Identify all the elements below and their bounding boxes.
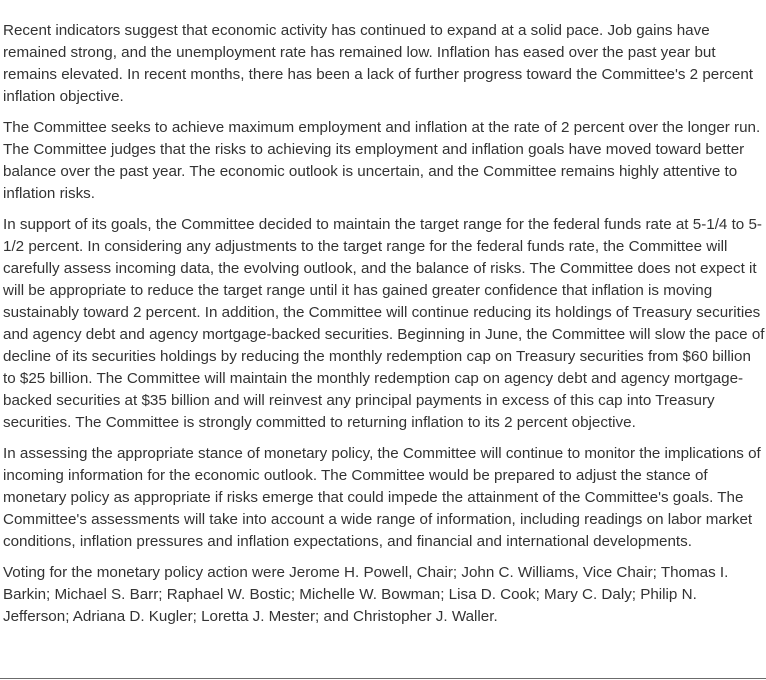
paragraph-voting-members: Voting for the monetary policy action were Jerome H. Powell, Chair; John C. Williams, Vice Chair; Thomas I. Barkin; Michael S. Barr; Raphael W. Bostic; Michelle W. Bowman; Lisa D. Cook; Mary C. Daly; Philip N. Jefferson; Adriana D. Kugler; Loretta J. Mester; and Christopher J. Waller. [3, 564, 729, 625]
paragraph-policy-stance: In assessing the appropriate stance of monetary policy, the Committee will continue to monitor the implications of incoming information for the economic outlook. The Committee would be prepared to adjust the stance of monetary policy as appropriate if risks emerge that could impede the attainment of the Committee's goals. The Committee's assessments will take into account a wide range of information, including readings on labor market conditions, inflation pressures and inflation expectations, and financial and international developments. [3, 445, 761, 550]
paragraph-committee-goals: The Committee seeks to achieve maximum employment and inflation at the rate of 2 percent over the longer run. The Committee judges that the risks to achieving its employment and inflation goals have moved toward better balance over the past year. The economic outlook is uncertain, and the Committee remains highly attentive to inflation risks. [3, 119, 761, 202]
bottom-divider [0, 678, 766, 679]
paragraph-policy-decision: In support of its goals, the Committee decided to maintain the target range for the federal funds rate at 5-1/4 to 5-1/2 percent. In considering any adjustments to the target range for the federal funds rate, the Committee will carefully assess incoming data, the evolving outlook, and the balance of risks. The Committee does not expect it will be appropriate to reduce the target range until it has gained greater confidence that inflation is moving sustainably toward 2 percent. In addition, the Committee will continue reducing its holdings of Treasury securities and agency debt and agency mortgage-backed securities. Beginning in June, the Committee will slow the pace of decline of its securities holdings by reducing the monthly redemption cap on Treasury securities from $60 billion to $25 billion. The Committee will maintain the monthly redemption cap on agency debt and agency mortgage-backed securities at $35 billion and will reinvest any principal payments in excess of this cap into Treasury securities. The Committee is strongly committed to returning inflation to its 2 percent objective. [3, 216, 765, 431]
paragraph-economic-activity: Recent indicators suggest that economic activity has continued to expand at a solid pace. Job gains have remained strong, and the unemployment rate has remained low. Inflation has eased over the past year but remains elevated. In recent months, there has been a lack of further progress toward the Committee's 2 percent inflation objective. [3, 22, 754, 105]
